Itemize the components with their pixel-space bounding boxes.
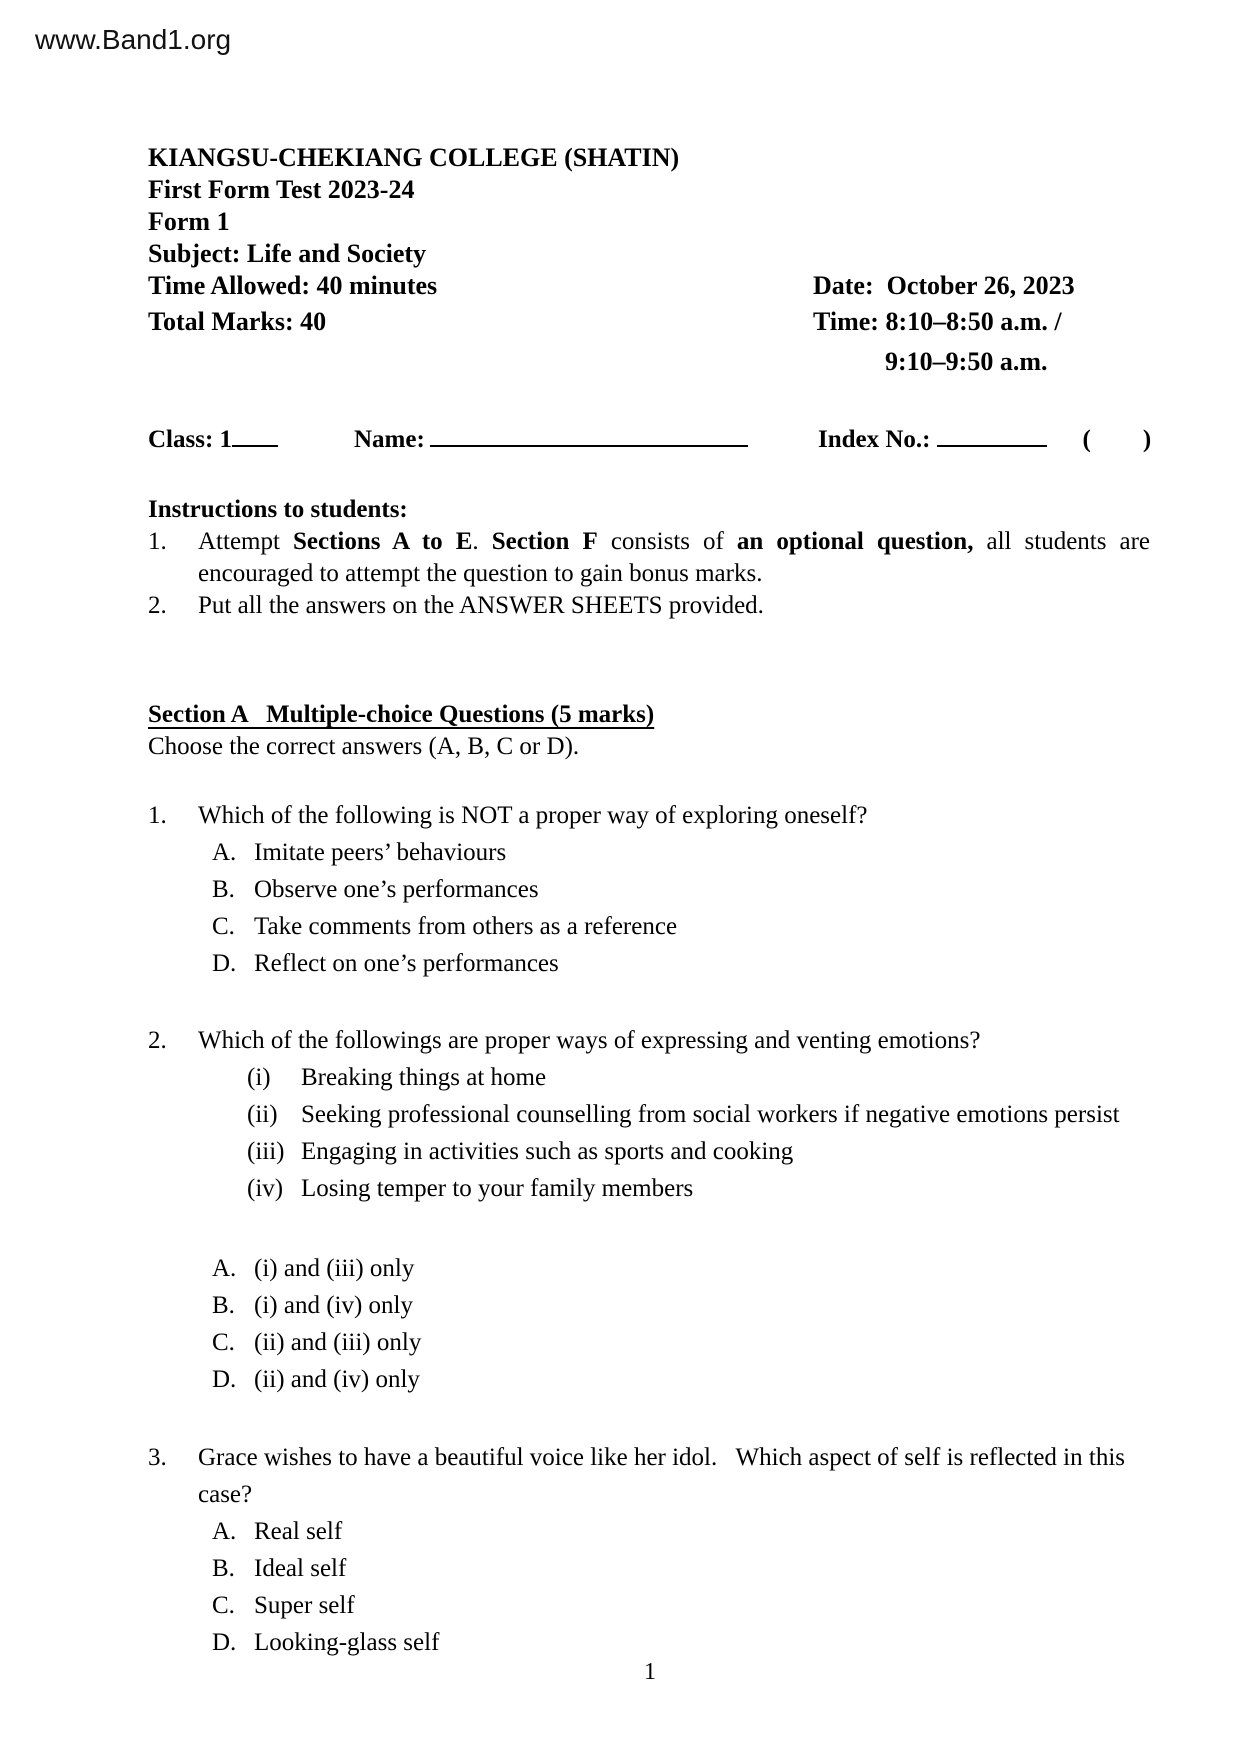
time-allowed: Time Allowed: 40 minutes bbox=[148, 271, 438, 300]
option-letter: C. bbox=[212, 1592, 235, 1619]
exam-time-slot-1: Time: 8:10–8:50 a.m. / bbox=[813, 307, 1062, 336]
sub-item-text: Losing temper to your family members bbox=[301, 1175, 694, 1202]
sub-item-row bbox=[198, 1096, 1150, 1133]
instruction-segment: all students are bbox=[973, 528, 1151, 555]
instruction-number: 1. bbox=[148, 528, 167, 555]
instruction-segment: . bbox=[472, 528, 492, 555]
sub-item-numeral: (i) bbox=[247, 1064, 271, 1091]
index-no-label: Index No.: bbox=[818, 426, 931, 453]
sub-item-numeral: (ii) bbox=[247, 1101, 278, 1128]
option-row bbox=[198, 1624, 1150, 1661]
question-2 bbox=[148, 1022, 1150, 1398]
option-row bbox=[198, 945, 1150, 982]
question-1 bbox=[148, 797, 1150, 982]
option-row bbox=[198, 908, 1150, 945]
option-row bbox=[198, 1361, 1150, 1398]
option-letter: D. bbox=[212, 1366, 237, 1393]
sub-item-row bbox=[198, 1059, 1150, 1096]
instruction-item-2 bbox=[148, 590, 1150, 622]
question-number: 3. bbox=[148, 1444, 167, 1471]
option-text: Ideal self bbox=[254, 1555, 347, 1582]
option-text: (ii) and (iv) only bbox=[254, 1366, 420, 1393]
option-letter: D. bbox=[212, 1629, 237, 1656]
exam-header bbox=[148, 142, 1150, 378]
option-text: Reflect on one’s performances bbox=[254, 950, 559, 977]
instruction-item-1 bbox=[148, 526, 1150, 590]
form-level: Form 1 bbox=[148, 207, 230, 236]
subject-line: Subject: Life and Society bbox=[148, 239, 427, 268]
instruction-segment: Sections A to E bbox=[292, 528, 473, 555]
instruction-segment: Section F bbox=[491, 528, 598, 555]
section-a-heading: Section A Multiple-choice Questions (5 marks) bbox=[148, 701, 655, 728]
question-3 bbox=[148, 1439, 1150, 1661]
question-text: Grace wishes to have a beautiful voice like her idol. Which aspect of self is reflected in this case? bbox=[198, 1444, 1132, 1508]
option-row bbox=[198, 1287, 1150, 1324]
total-marks: Total Marks: 40 bbox=[148, 307, 327, 336]
option-letter: B. bbox=[212, 876, 235, 903]
page-content bbox=[148, 142, 1150, 1661]
option-row bbox=[198, 871, 1150, 908]
option-row bbox=[198, 1550, 1150, 1587]
page-number: 1 bbox=[644, 1659, 656, 1685]
section-a-subheading: Choose the correct answers (A, B, C or D). bbox=[148, 733, 580, 760]
question-number: 1. bbox=[148, 802, 167, 829]
option-row bbox=[198, 1324, 1150, 1361]
sub-item-text: Seeking professional counselling from social workers if negative emotions persist bbox=[301, 1101, 1120, 1128]
instruction-segment: consists of bbox=[597, 528, 737, 555]
option-letter: C. bbox=[212, 1329, 235, 1356]
name-field-label: Name: bbox=[354, 426, 425, 453]
instruction-segment: an optional question, bbox=[736, 528, 974, 555]
instructions-block bbox=[148, 494, 1150, 622]
sub-item-row bbox=[198, 1133, 1150, 1170]
option-letter: D. bbox=[212, 950, 237, 977]
sub-item-text: Engaging in activities such as sports and cooking bbox=[301, 1138, 794, 1165]
sub-item-numeral: (iii) bbox=[247, 1138, 285, 1165]
exam-date: Date: October 26, 2023 bbox=[813, 271, 1075, 300]
class-field bbox=[148, 421, 278, 456]
instruction-item-1-line-2: encouraged to attempt the question to gain bonus marks. bbox=[198, 560, 763, 587]
question-text: Which of the followings are proper ways of expressing and venting emotions? bbox=[198, 1027, 981, 1054]
option-text: Looking-glass self bbox=[254, 1629, 440, 1656]
test-title: First Form Test 2023-24 bbox=[148, 175, 415, 204]
instruction-item-2-text: Put all the answers on the ANSWER SHEETS provided. bbox=[198, 592, 764, 619]
instructions-title: Instructions to students: bbox=[148, 496, 408, 523]
class-blank-line bbox=[232, 421, 278, 447]
option-text: (i) and (iv) only bbox=[254, 1292, 413, 1319]
option-text: (i) and (iii) only bbox=[254, 1255, 415, 1282]
option-text: Take comments from others as a reference bbox=[254, 913, 678, 940]
name-blank-line bbox=[430, 421, 748, 447]
instruction-number: 2. bbox=[148, 592, 167, 619]
option-text: Observe one’s performances bbox=[254, 876, 539, 903]
sub-item-numeral: (iv) bbox=[247, 1175, 284, 1202]
question-text: Which of the following is NOT a proper way of exploring oneself? bbox=[198, 802, 868, 829]
class-field-label: Class: 1 bbox=[148, 426, 233, 453]
option-text: Super self bbox=[254, 1592, 355, 1619]
paren-close: ) bbox=[1142, 426, 1152, 453]
exam-time-slot-2: 9:10–9:50 a.m. bbox=[885, 347, 1048, 376]
student-info-row bbox=[148, 421, 1150, 453]
option-row bbox=[198, 1587, 1150, 1624]
name-field bbox=[354, 421, 748, 456]
school-name: KIANGSU-CHEKIANG COLLEGE (SHATIN) bbox=[148, 143, 680, 172]
question-number: 2. bbox=[148, 1027, 167, 1054]
option-letter: C. bbox=[212, 913, 235, 940]
site-watermark: www.Band1.org bbox=[35, 24, 232, 55]
sub-item-row bbox=[198, 1170, 1150, 1207]
instruction-segment: Attempt bbox=[198, 528, 293, 555]
instruction-item-1-line-1 bbox=[198, 526, 1150, 558]
option-letter: A. bbox=[212, 1518, 237, 1545]
option-row bbox=[198, 834, 1150, 871]
option-row bbox=[198, 1513, 1150, 1550]
option-text: Imitate peers’ behaviours bbox=[254, 839, 507, 866]
option-letter: B. bbox=[212, 1292, 235, 1319]
paren-open: ( bbox=[1082, 426, 1091, 453]
option-letter: A. bbox=[212, 839, 237, 866]
index-no-field bbox=[818, 421, 1151, 456]
option-letter: B. bbox=[212, 1555, 235, 1582]
option-text: (ii) and (iii) only bbox=[254, 1329, 422, 1356]
option-letter: A. bbox=[212, 1255, 237, 1282]
sub-item-text: Breaking things at home bbox=[301, 1064, 547, 1091]
option-text: Real self bbox=[254, 1518, 343, 1545]
index-blank-line bbox=[937, 421, 1047, 447]
option-row bbox=[198, 1250, 1150, 1287]
